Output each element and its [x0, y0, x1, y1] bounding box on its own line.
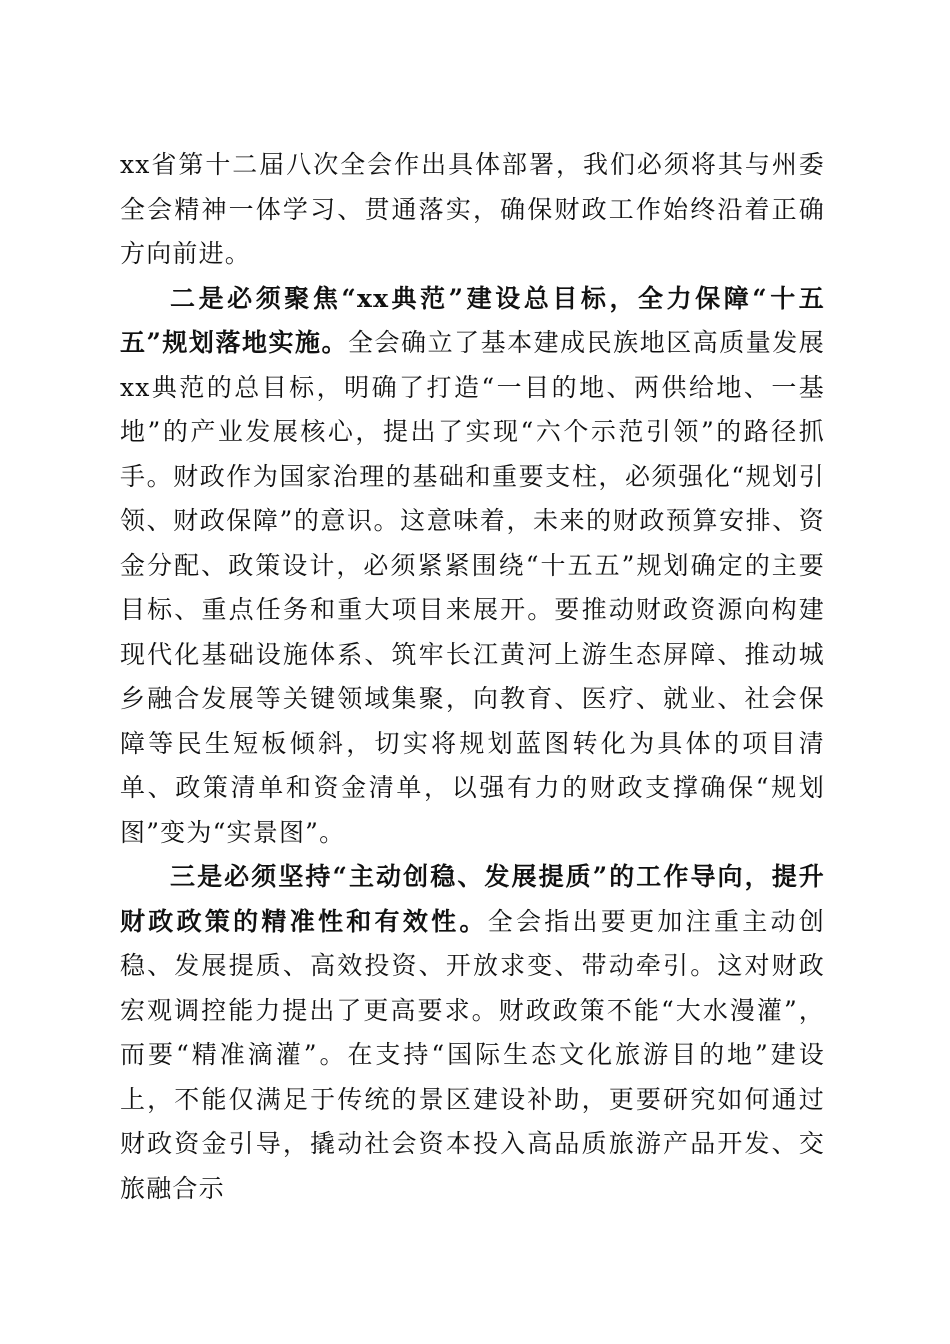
paragraph-1-text: xx省第十二届八次全会作出具体部署，我们必须将其与州委全会精神一体学习、贯通落实，确保财政工作始终沿着正确方向前进。 [120, 150, 825, 268]
paragraph-3-text: 全会指出要更加注重主动创稳、发展提质、高效投资、开放求变、带动牵引。这对财政宏观调控能力提出了更高要求。财政政策不能“大水漫灌”，而要“精准滴灌”。在支持“国际生态文化旅游目的地”建设上，不能仅满足于传统的景区建设补助，更要研究如何通过财政资金引导，撬动社会资本投入高品质旅游产品开发、交旅融合示 [120, 906, 825, 1203]
paragraph-1 [120, 143, 825, 277]
document-body [120, 143, 825, 1211]
paragraph-2 [120, 277, 825, 856]
paragraph-3 [120, 855, 825, 1211]
paragraph-2-heading: 二是必须聚焦“xx典范”建设总目标，全力保障“十五五”规划落地实施。 [120, 283, 825, 357]
paragraph-3-heading: 三是必须坚持“主动创稳、发展提质”的工作导向，提升财政政策的精准性和有效性。 [120, 862, 825, 936]
paragraph-2-text: 全会确立了基本建成民族地区高质量发展xx典范的总目标，明确了打造“一目的地、两供给地、一基地”的产业发展核心，提出了实现“六个示范引领”的路径抓手。财政作为国家治理的基础和重要支柱，必须强化“规划引领、财政保障”的意识。这意味着，未来的财政预算安排、资金分配、政策设计，必须紧紧围绕“十五五”规划确定的主要目标、重点任务和重大项目来展开。要推动财政资源向构建现代化基础设施体系、筑牢长江黄河上游生态屏障、推动城乡融合发展等关键领域集聚，向教育、医疗、就业、社会保障等民生短板倾斜，切实将规划蓝图转化为具体的项目清单、政策清单和资金清单，以强有力的财政支撑确保“规划图”变为“实景图”。 [120, 328, 825, 847]
